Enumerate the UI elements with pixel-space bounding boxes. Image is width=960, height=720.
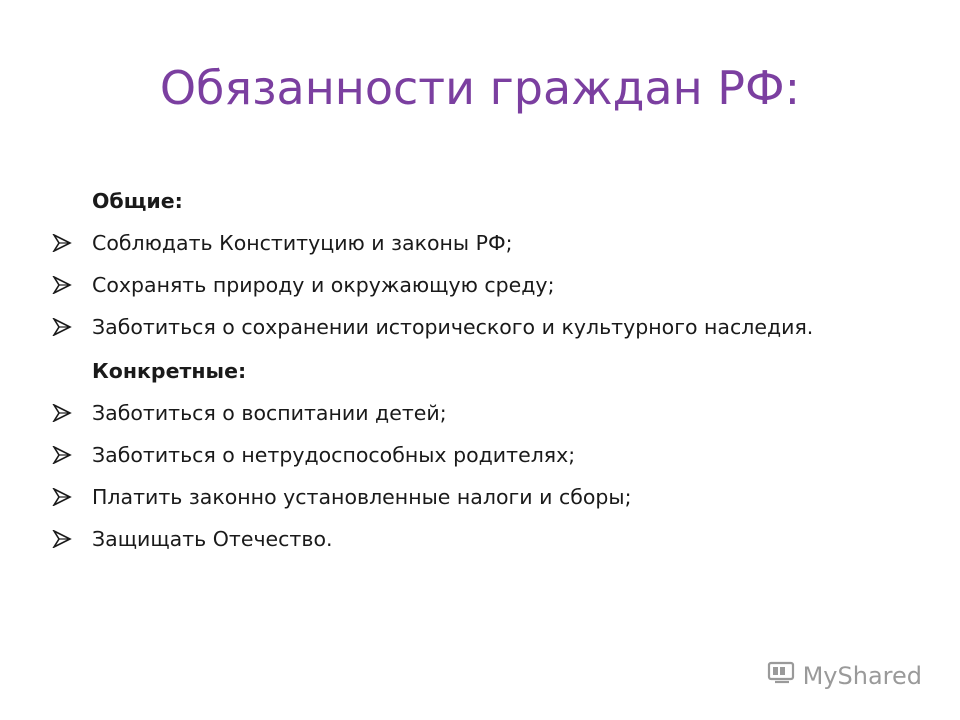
arrowhead-bullet-icon bbox=[52, 524, 92, 554]
arrowhead-bullet-icon bbox=[52, 270, 92, 300]
list-item bbox=[52, 524, 872, 554]
list-item-text: Платить законно установленные налоги и сборы; bbox=[92, 485, 632, 509]
list-item-text: Защищать Отечество. bbox=[92, 527, 333, 551]
list-item bbox=[52, 440, 872, 470]
section-heading-general bbox=[52, 186, 872, 216]
slide-content bbox=[52, 186, 872, 566]
arrowhead-bullet-icon bbox=[52, 440, 92, 470]
list-item-text: Заботиться о сохранении исторического и культурного наследия. bbox=[92, 315, 814, 339]
list-item bbox=[52, 270, 872, 300]
section-heading-label: Конкретные: bbox=[92, 359, 247, 383]
section-heading-label: Общие: bbox=[92, 189, 183, 213]
arrowhead-bullet-icon bbox=[52, 228, 92, 258]
arrowhead-bullet-icon bbox=[52, 482, 92, 512]
list-item bbox=[52, 482, 872, 512]
slide-title: Обязанности граждан РФ: bbox=[159, 61, 801, 115]
arrowhead-bullet-icon bbox=[52, 398, 92, 428]
watermark-text: MyShared bbox=[802, 662, 922, 690]
arrowhead-bullet-icon bbox=[52, 312, 92, 342]
list-item-text: Сохранять природу и окружающую среду; bbox=[92, 273, 555, 297]
list-item-text: Соблюдать Конституцию и законы РФ; bbox=[92, 231, 513, 255]
list-item bbox=[52, 398, 872, 428]
list-item bbox=[52, 312, 872, 342]
list-item bbox=[52, 228, 872, 258]
section-heading-specific bbox=[52, 356, 872, 386]
watermark[interactable] bbox=[767, 660, 922, 692]
list-item-text: Заботиться о нетрудоспособных родителях; bbox=[92, 443, 576, 467]
myshared-logo-icon bbox=[767, 660, 803, 692]
list-item-text: Заботиться о воспитании детей; bbox=[92, 401, 447, 425]
